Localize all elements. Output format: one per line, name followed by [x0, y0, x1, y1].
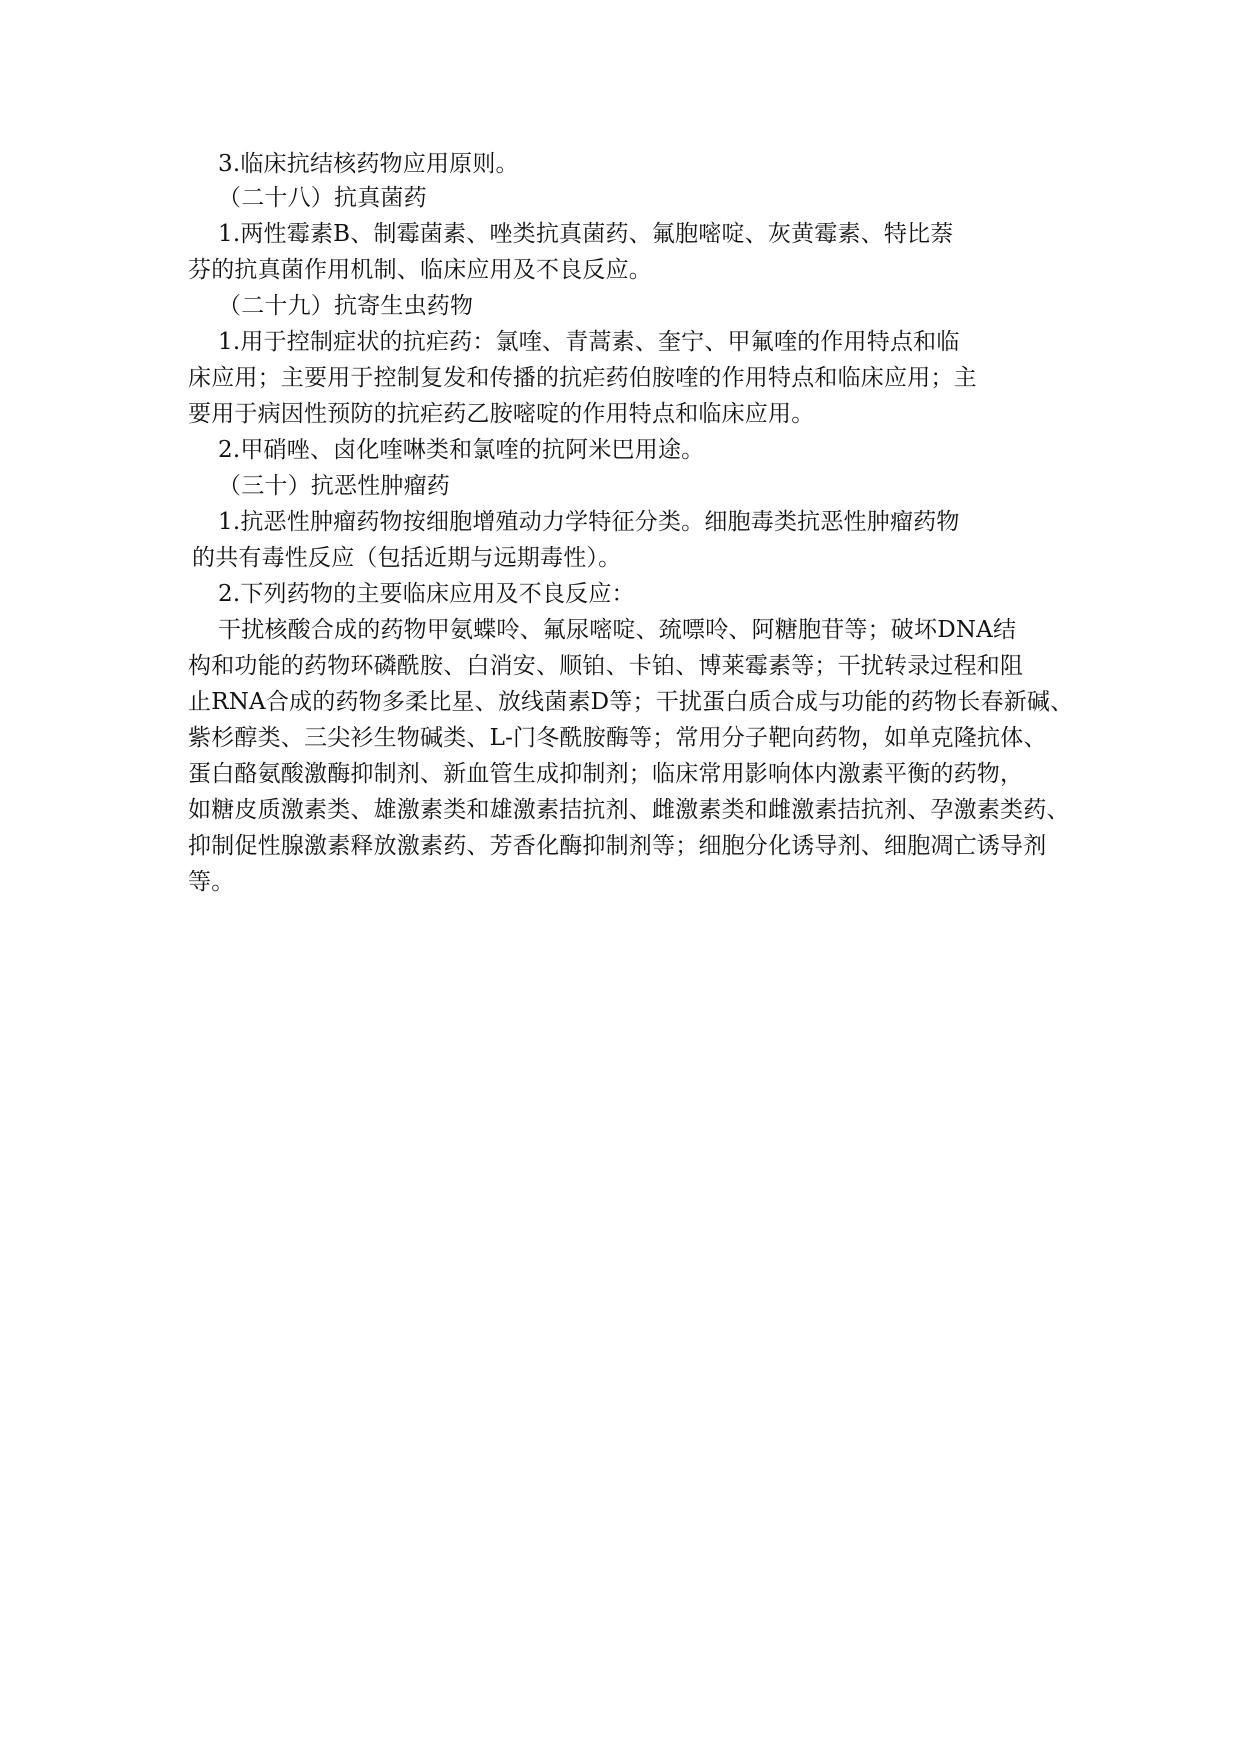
paragraph-line: 2.下列药物的主要临床应用及不良反应：: [218, 581, 635, 607]
paragraph-line: 蛋白酪氨酸激酶抑制剂、新血管生成抑制剂；临床常用影响体内激素平衡的药物，: [188, 761, 1024, 787]
paragraph-line: 2.甲硝唑、卤化喹啉类和氯喹的抗阿米巴用途。: [218, 437, 705, 463]
paragraph-line: 紫杉醇类、三尖衫生物碱类、L-门冬酰胺酶等；常用分子靶向药物，如单克隆抗体、: [188, 725, 1047, 751]
paragraph-line: 止RNA合成的药物多柔比星、放线菌素D等；干扰蛋白质合成与功能的药物长春新碱、: [188, 689, 1074, 715]
paragraph-line: 构和功能的药物环磷酰胺、白消安、顺铂、卡铂、博莱霉素等；干扰转录过程和阻: [188, 653, 1024, 679]
paragraph-line: 等。: [188, 869, 235, 895]
section-heading: （三十）抗恶性肿瘤药: [218, 473, 450, 499]
paragraph-line: 1.两性霉素B、制霉菌素、唑类抗真菌药、氟胞嘧啶、灰黄霉素、特比萘: [218, 221, 954, 247]
section-heading: （二十九）抗寄生虫药物: [218, 293, 474, 319]
paragraph-line: 如糖皮质激素类、雄激素类和雄激素拮抗剂、雌激素类和雌激素拮抗剂、孕激素类药、: [188, 797, 1070, 823]
paragraph-line: 干扰核酸合成的药物甲氨蝶呤、氟尿嘧啶、巯嘌呤、阿糖胞苷等；破坏DNA结: [218, 617, 1017, 643]
paragraph-line: 1.抗恶性肿瘤药物按细胞增殖动力学特征分类。细胞毒类抗恶性肿瘤药物: [218, 509, 960, 535]
paragraph-line: 床应用；主要用于控制复发和传播的抗疟药伯胺喹的作用特点和临床应用；主: [188, 365, 977, 391]
paragraph-line: 抑制促性腺激素释放激素药、芳香化酶抑制剂等；细胞分化诱导剂、细胞凋亡诱导剂: [188, 833, 1047, 859]
paragraph-line: 要用于病因性预防的抗疟药乙胺嘧啶的作用特点和临床应用。: [188, 401, 815, 427]
paragraph-line: 芬的抗真菌作用机制、临床应用及不良反应。: [188, 257, 652, 283]
paragraph-line: 1.用于控制症状的抗疟药：氯喹、青蒿素、奎宁、甲氟喹的作用特点和临: [218, 329, 960, 355]
paragraph-line: 3.临床抗结核药物应用原则。: [218, 151, 519, 177]
paragraph-line: 的共有毒性反应（包括近期与远期毒性）。: [192, 545, 622, 571]
section-heading: （二十八）抗真菌药: [218, 185, 427, 211]
